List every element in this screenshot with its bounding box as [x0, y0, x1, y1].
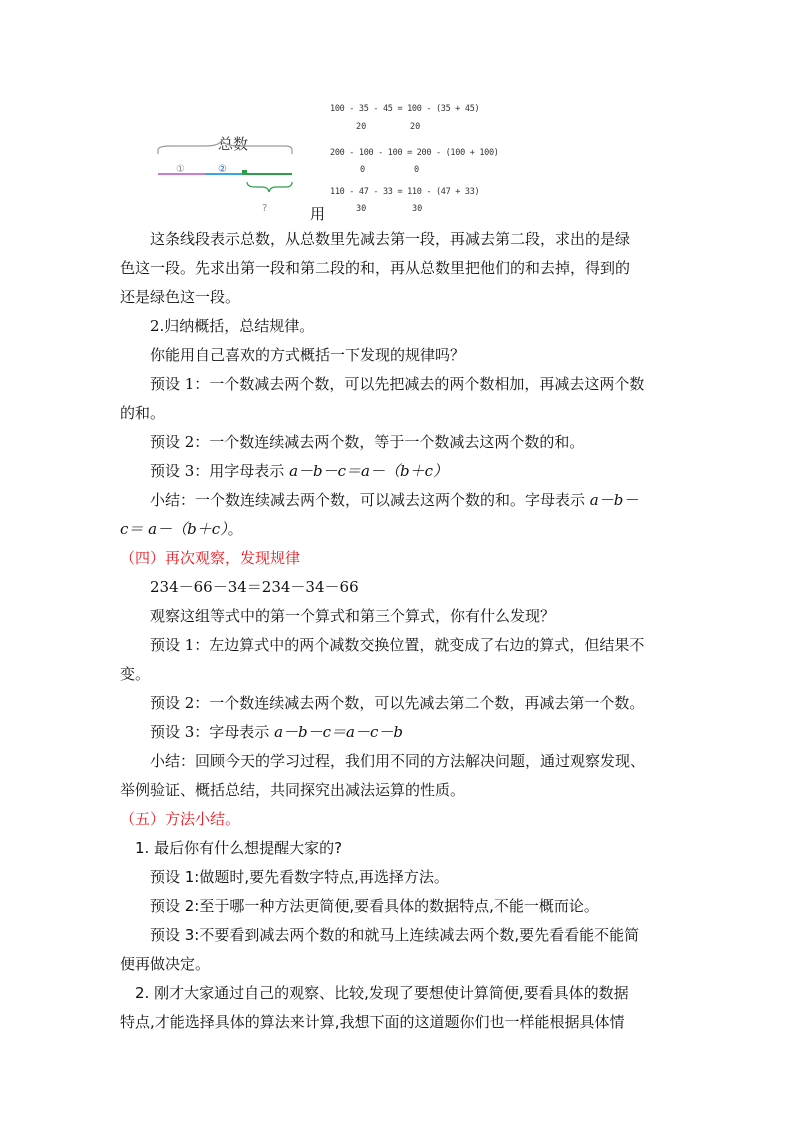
- paragraph-line: 色这一段。先求出第一段和第二段的和，再从总数里把他们的和去掉，得到的: [120, 259, 631, 277]
- eq3-right-result: 30: [412, 204, 423, 214]
- line-segment-figure: [150, 95, 499, 225]
- paragraph-line: [150, 461, 448, 481]
- segment-total-label: 总数: [218, 135, 249, 153]
- formula: a－b－c＝a－c－b: [274, 723, 403, 741]
- paragraph-line: 2. 刚才大家通过自己的观察、比较,发现了要想使计算简便,要看具体的数据: [135, 984, 629, 1002]
- subheading: 2.归纳概括，总结规律。: [150, 317, 315, 335]
- eq2-right-result: 0: [414, 165, 420, 175]
- paragraph-line: 你能用自己喜欢的方式概括一下发现的规律吗？: [150, 346, 466, 364]
- equation-line: 234－66－34＝234－34－66: [150, 578, 359, 596]
- circle-label-1: ①: [176, 164, 185, 175]
- eq1-right-result: 20: [410, 122, 421, 132]
- handwritten-equation-3: 110 - 47 - 33 = 110 - (47 + 33): [330, 187, 480, 197]
- total-brace: [158, 140, 292, 154]
- question-brace: [247, 182, 292, 192]
- paragraph-line: 的和。: [120, 404, 166, 422]
- text-suffix: 。: [227, 520, 243, 538]
- text-prefix: 小结：一个数连续减去两个数，可以减去这两个数的和。字母表示: [150, 491, 590, 509]
- paragraph-line: [150, 490, 638, 510]
- formula: a－b－c＝a－（b＋c）: [289, 462, 448, 480]
- paragraph-line: 便再做决定。: [120, 955, 211, 973]
- question-label: ?: [262, 203, 268, 214]
- handwritten-equation-2: 200 - 100 - 100 = 200 - (100 + 100): [330, 148, 499, 158]
- eq3-left-result: 30: [356, 204, 367, 214]
- paragraph-line: 预设 3:不要看到减去两个数的和就马上连续减去两个数,要先看看能不能简: [150, 926, 640, 944]
- paragraph-line: 变。: [120, 665, 151, 683]
- paragraph-line: 小结：回顾今天的学习过程，我们用不同的方法解决问题，通过观察发现、: [150, 752, 646, 770]
- paragraph-line: 预设 2：一个数连续减去两个数，可以先减去第二个数，再减去第一个数。: [150, 694, 645, 712]
- eq2-left-result: 0: [360, 165, 366, 175]
- paragraph-line: 举例验证、概括总结，共同探究出减法运算的性质。: [120, 781, 466, 799]
- paragraph-line: [150, 722, 403, 742]
- paragraph-line: 预设 1：一个数减去两个数，可以先把减去的两个数相加，再减去这两个数: [150, 375, 645, 393]
- yong-char: 用: [310, 205, 326, 223]
- paragraph-line: 这条线段表示总数，从总数里先减去第一段，再减去第二段，求出的是绿: [150, 230, 631, 248]
- paragraph-line: 1. 最后你有什么想提醒大家的?: [135, 839, 343, 857]
- formula: c＝ a－（b＋c）: [120, 520, 228, 538]
- formula: a－b－: [589, 491, 639, 509]
- paragraph-line: 预设 2:至于哪一种方法更简便,要看具体的数据特点,不能一概而论。: [150, 897, 599, 915]
- text-prefix: 预设 3：字母表示: [150, 723, 275, 741]
- paragraph-line: [120, 519, 243, 539]
- paragraph-line: 还是绿色这一段。: [120, 288, 241, 306]
- text-prefix: 预设 3：用字母表示: [150, 462, 290, 480]
- paragraph-line: 预设 1:做题时,要先看数字特点,再选择方法。: [150, 868, 449, 886]
- circle-label-2: ②: [218, 164, 227, 175]
- paragraph-line: 观察这组等式中的第一个算式和第三个算式，你有什么发现？: [150, 607, 556, 625]
- handwritten-equation-1: 100 - 35 - 45 = 100 - (35 + 45): [330, 104, 480, 114]
- paragraph-line: 预设 1：左边算式中的两个减数交换位置，就变成了右边的算式，但结果不: [150, 636, 645, 654]
- paragraph-line: 预设 2：一个数连续减去两个数，等于一个数减去这两个数的和。: [150, 433, 585, 451]
- section-heading-5: （五）方法小结。: [120, 810, 241, 828]
- section-heading-4: （四）再次观察，发现规律: [120, 549, 301, 567]
- segment-marker: [242, 170, 247, 175]
- eq1-left-result: 20: [356, 122, 367, 132]
- paragraph-line: 特点,才能选择具体的算法来计算,我想下面的这道题你们也一样能根据具体情: [120, 1013, 625, 1031]
